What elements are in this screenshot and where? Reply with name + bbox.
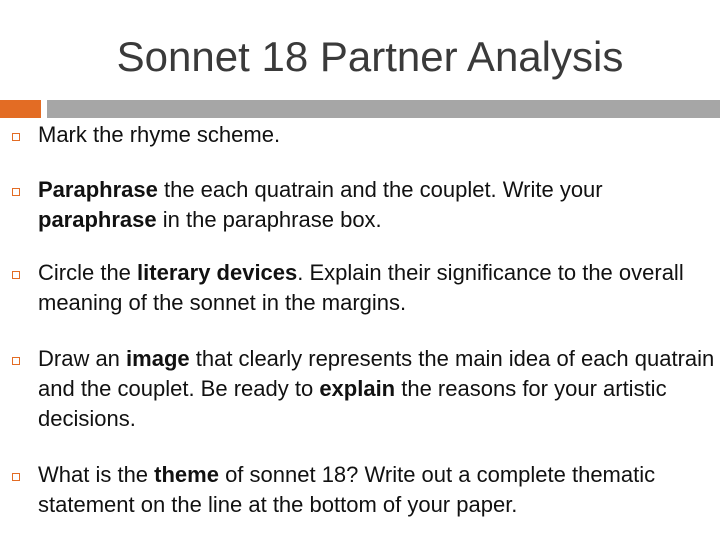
bold-text-run: image — [126, 346, 190, 371]
text-run: the reasons for your artistic decisions. — [38, 376, 667, 431]
bullet-text — [38, 175, 716, 235]
bold-text-run: literary devices — [137, 260, 298, 285]
bold-text-run: explain — [319, 376, 396, 401]
bold-text-run: theme — [154, 462, 219, 487]
hollow-square-icon — [12, 133, 20, 141]
text-run: Mark the rhyme scheme. — [38, 122, 281, 147]
bullet-text — [38, 460, 716, 520]
text-run: the each quatrain and the couplet. Write your — [157, 177, 603, 202]
slide-title: Sonnet 18 Partner Analysis — [116, 33, 624, 80]
text-run: that clearly represents the main idea of each quatrain and the couplet. Be ready to — [38, 346, 715, 401]
text-run: of sonnet 18? Write out a complete thematic statement on the line at the bottom of your paper. — [38, 462, 656, 517]
bold-text-run: Paraphrase — [38, 177, 158, 202]
title-accent-bar — [0, 100, 41, 118]
hollow-square-icon — [12, 271, 20, 279]
text-run: Circle the — [38, 260, 138, 285]
bullet-text — [38, 344, 716, 434]
hollow-square-icon — [12, 473, 20, 481]
text-run: in the paraphrase box. — [156, 207, 382, 232]
bold-text-run: paraphrase — [38, 207, 157, 232]
bullet-text — [38, 258, 716, 318]
title-divider-bar — [47, 100, 720, 118]
hollow-square-icon — [12, 357, 20, 365]
text-run: What is the — [38, 462, 155, 487]
text-run: Draw an — [38, 346, 127, 371]
bullet-text — [38, 120, 716, 150]
hollow-square-icon — [12, 188, 20, 196]
text-run: . Explain their significance to the overall meaning of the sonnet in the margins. — [38, 260, 684, 315]
